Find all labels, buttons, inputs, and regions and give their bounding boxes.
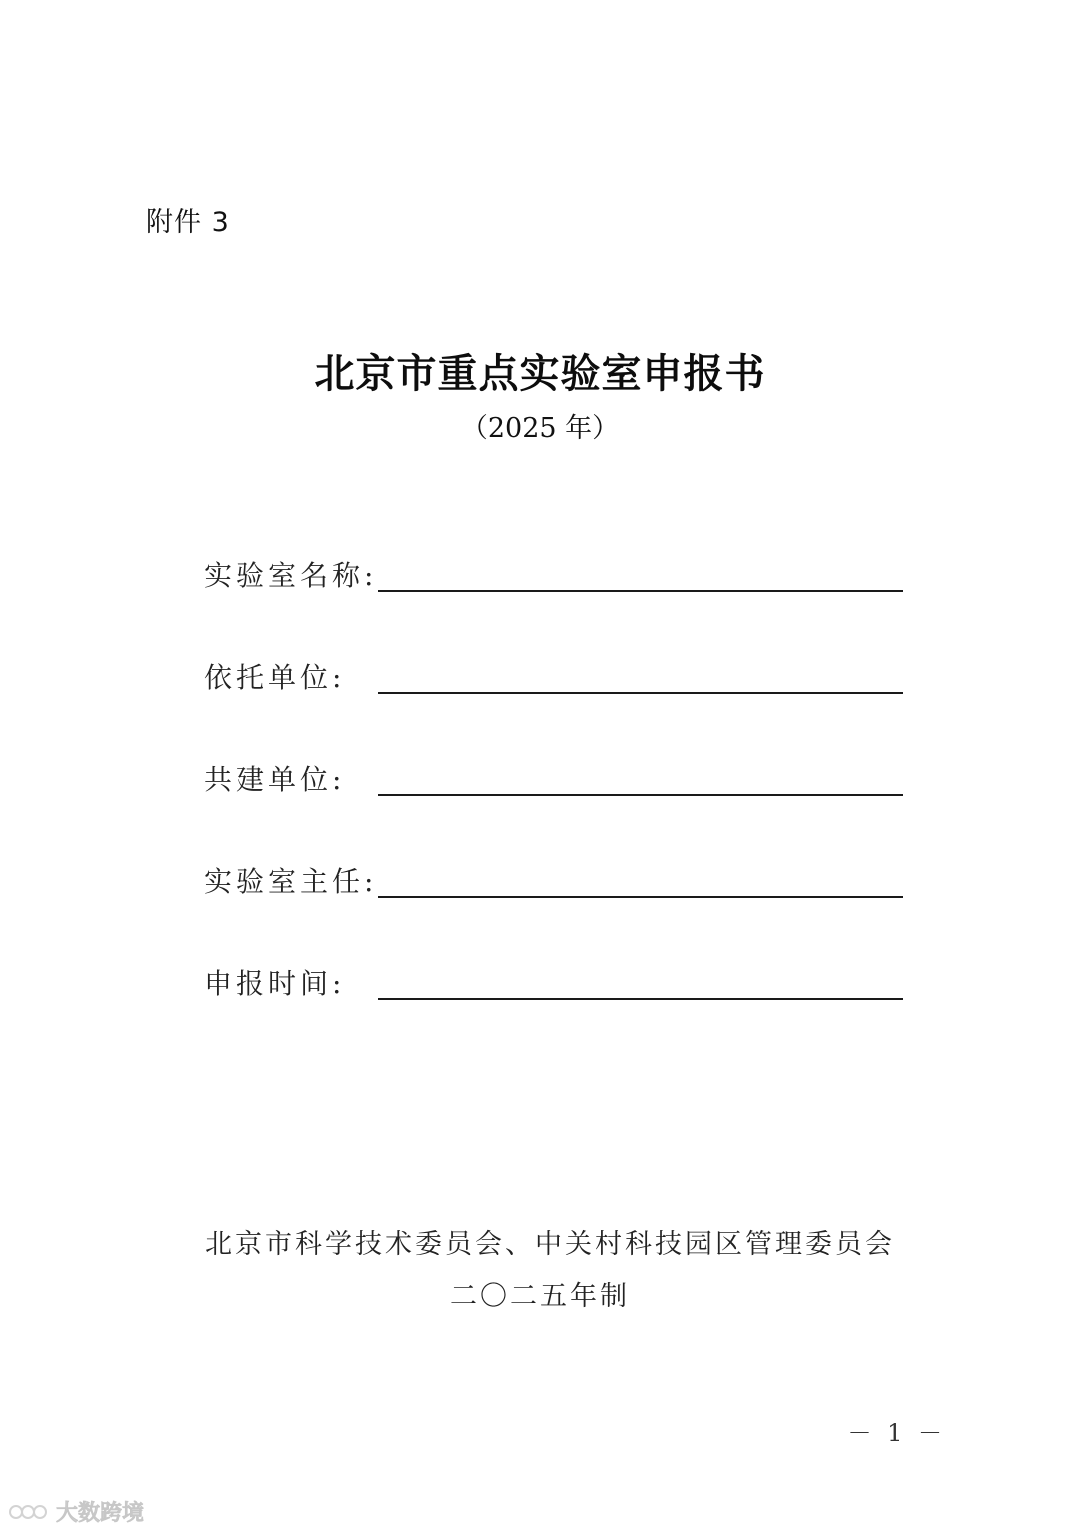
form-row-host-unit bbox=[204, 658, 904, 760]
form-row-lab-director bbox=[204, 862, 904, 964]
lab-name-blank-line bbox=[378, 590, 903, 592]
field-label: 实验室名称: bbox=[204, 559, 378, 592]
form-row-lab-name bbox=[204, 556, 904, 658]
field-label: 申报时间: bbox=[204, 967, 346, 1000]
co-builder-blank-line bbox=[378, 794, 903, 796]
application-date-blank-line bbox=[378, 998, 903, 1000]
watermark bbox=[8, 1496, 144, 1527]
attachment-label: 附件 3 bbox=[146, 207, 230, 238]
issue-date: 二〇二五年制 bbox=[450, 1281, 630, 1312]
watermark-logo-icon bbox=[8, 1500, 50, 1524]
lab-director-blank-line bbox=[378, 896, 903, 898]
form-row-co-builder bbox=[204, 760, 904, 862]
form-row-application-date bbox=[204, 964, 904, 1066]
field-label: 依托单位: bbox=[204, 661, 346, 694]
document-year: （2025 年） bbox=[460, 413, 620, 444]
issuing-authority: 北京市科学技术委员会、中关村科技园区管理委员会 bbox=[205, 1229, 895, 1260]
field-label: 共建单位: bbox=[204, 763, 346, 796]
page-number: － 1 － bbox=[847, 1419, 946, 1447]
watermark-text: 大数跨境 bbox=[56, 1501, 145, 1526]
application-form bbox=[204, 556, 904, 1066]
field-label: 实验室主任: bbox=[204, 865, 378, 898]
host-unit-blank-line bbox=[378, 692, 903, 694]
document-title: 北京市重点实验室申报书 bbox=[314, 350, 766, 397]
